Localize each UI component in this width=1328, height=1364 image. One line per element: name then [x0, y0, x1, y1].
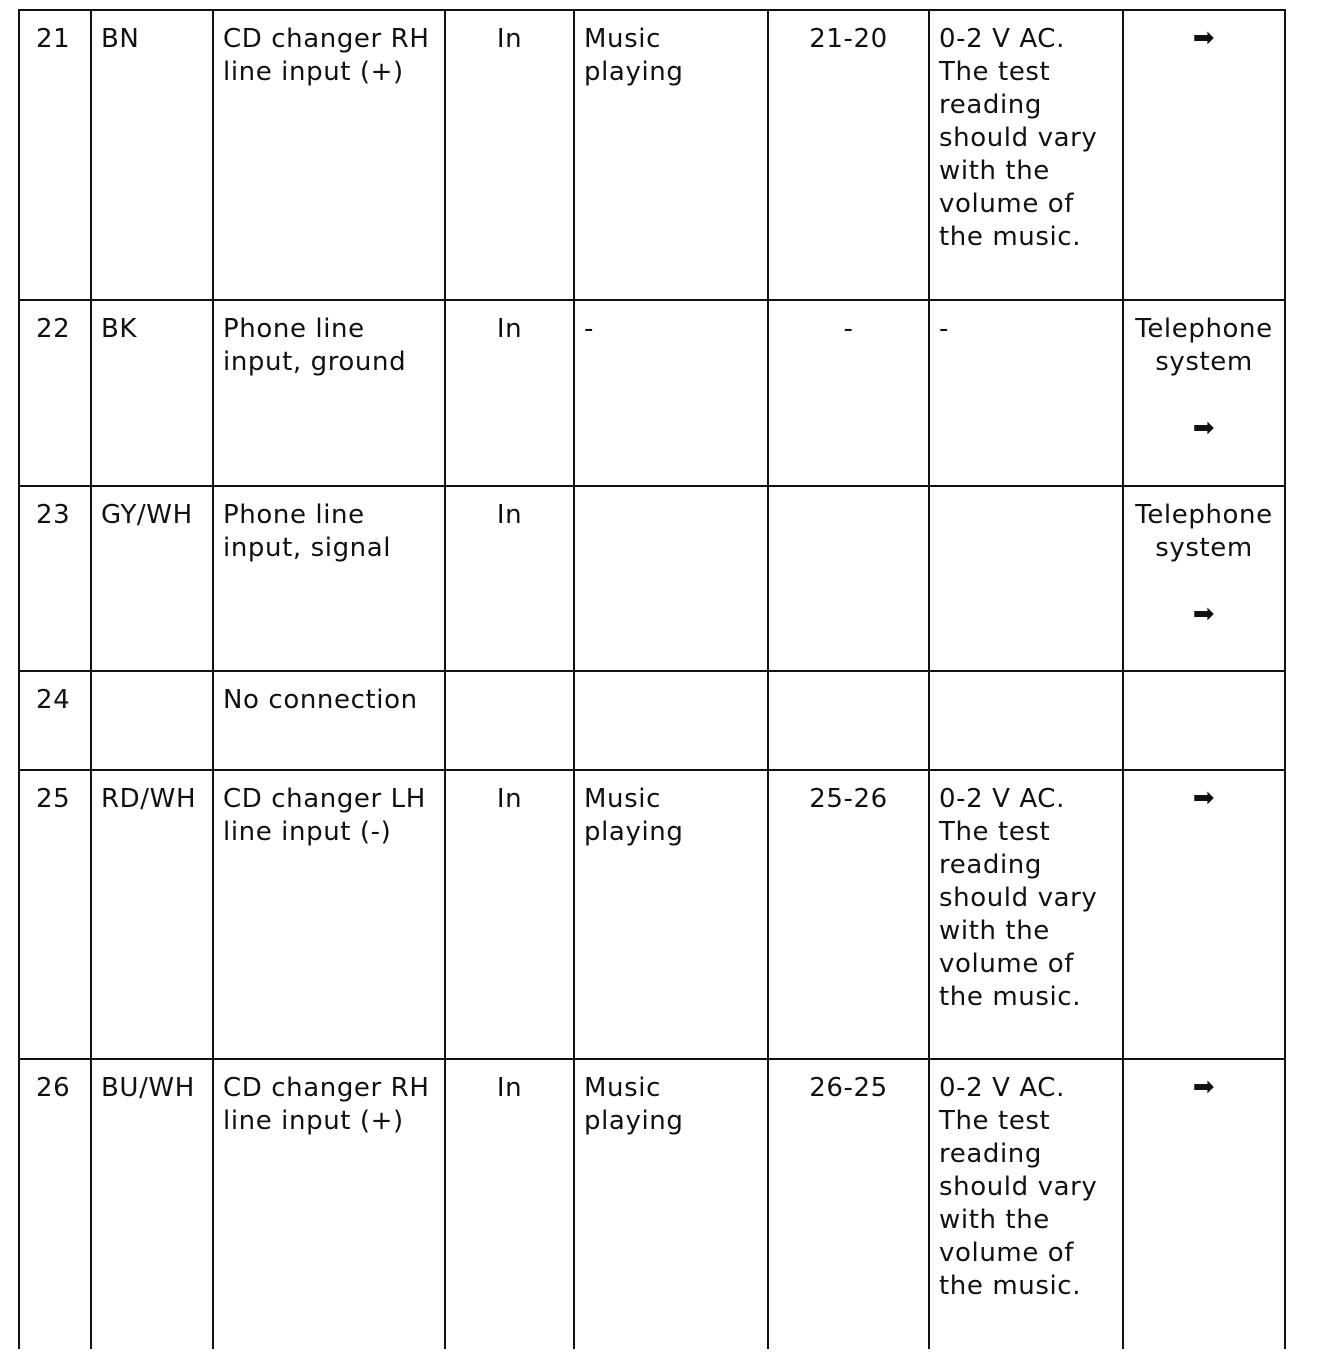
wire-color: GY/WH — [91, 486, 213, 671]
right-arrow-icon[interactable]: ➡ — [1192, 23, 1216, 53]
signal-direction — [445, 671, 574, 770]
test-condition: Music playing — [574, 10, 768, 300]
test-pins: 21-20 — [768, 10, 929, 300]
pin-description: CD changer RH line input (+) — [213, 1059, 445, 1349]
expected-reading — [929, 671, 1123, 770]
signal-direction: In — [445, 770, 574, 1059]
wire-color: BN — [91, 10, 213, 300]
test-pins — [768, 671, 929, 770]
reference-link[interactable]: Telephone system — [1135, 500, 1273, 563]
reference-cell — [1123, 486, 1285, 671]
right-arrow-icon[interactable]: ➡ — [1192, 599, 1216, 629]
right-arrow-icon[interactable]: ➡ — [1192, 1072, 1216, 1102]
test-condition: - — [574, 300, 768, 486]
expected-reading: 0-2 V AC. The test reading should vary with the volume of the music. — [929, 1059, 1123, 1349]
expected-reading: - — [929, 300, 1123, 486]
signal-direction: In — [445, 10, 574, 300]
expected-reading: 0-2 V AC. The test reading should vary with the volume of the music. — [929, 770, 1123, 1059]
pin-number: 24 — [19, 671, 91, 770]
reference-link[interactable]: Telephone system — [1135, 314, 1273, 377]
reference-cell — [1123, 10, 1285, 300]
pin-description: Phone line input, signal — [213, 486, 445, 671]
table-row — [19, 671, 1285, 770]
pin-number: 25 — [19, 770, 91, 1059]
pin-number: 22 — [19, 300, 91, 486]
wire-color — [91, 671, 213, 770]
expected-reading — [929, 486, 1123, 671]
test-condition: Music playing — [574, 770, 768, 1059]
right-arrow-icon[interactable]: ➡ — [1192, 783, 1216, 813]
pin-description: Phone line input, ground — [213, 300, 445, 486]
table-row — [19, 486, 1285, 671]
wire-color: RD/WH — [91, 770, 213, 1059]
test-pins: 26-25 — [768, 1059, 929, 1349]
test-condition — [574, 671, 768, 770]
wire-color: BU/WH — [91, 1059, 213, 1349]
signal-direction: In — [445, 300, 574, 486]
reference-cell — [1123, 300, 1285, 486]
test-pins: - — [768, 300, 929, 486]
test-pins: 25-26 — [768, 770, 929, 1059]
reference-cell — [1123, 1059, 1285, 1349]
wire-color: BK — [91, 300, 213, 486]
test-condition — [574, 486, 768, 671]
pin-description: CD changer LH line input (-) — [213, 770, 445, 1059]
table-row — [19, 10, 1285, 300]
pin-description: No connection — [213, 671, 445, 770]
pin-table — [18, 9, 1286, 1349]
pin-description: CD changer RH line input (+) — [213, 10, 445, 300]
expected-reading: 0-2 V AC. The test reading should vary with the volume of the music. — [929, 10, 1123, 300]
table-row — [19, 770, 1285, 1059]
signal-direction: In — [445, 1059, 574, 1349]
table-row — [19, 300, 1285, 486]
pin-number: 26 — [19, 1059, 91, 1349]
signal-direction: In — [445, 486, 574, 671]
pin-number: 21 — [19, 10, 91, 300]
reference-cell — [1123, 671, 1285, 770]
reference-cell — [1123, 770, 1285, 1059]
test-condition: Music playing — [574, 1059, 768, 1349]
table-row — [19, 1059, 1285, 1349]
test-pins — [768, 486, 929, 671]
pin-number: 23 — [19, 486, 91, 671]
right-arrow-icon[interactable]: ➡ — [1192, 413, 1216, 443]
